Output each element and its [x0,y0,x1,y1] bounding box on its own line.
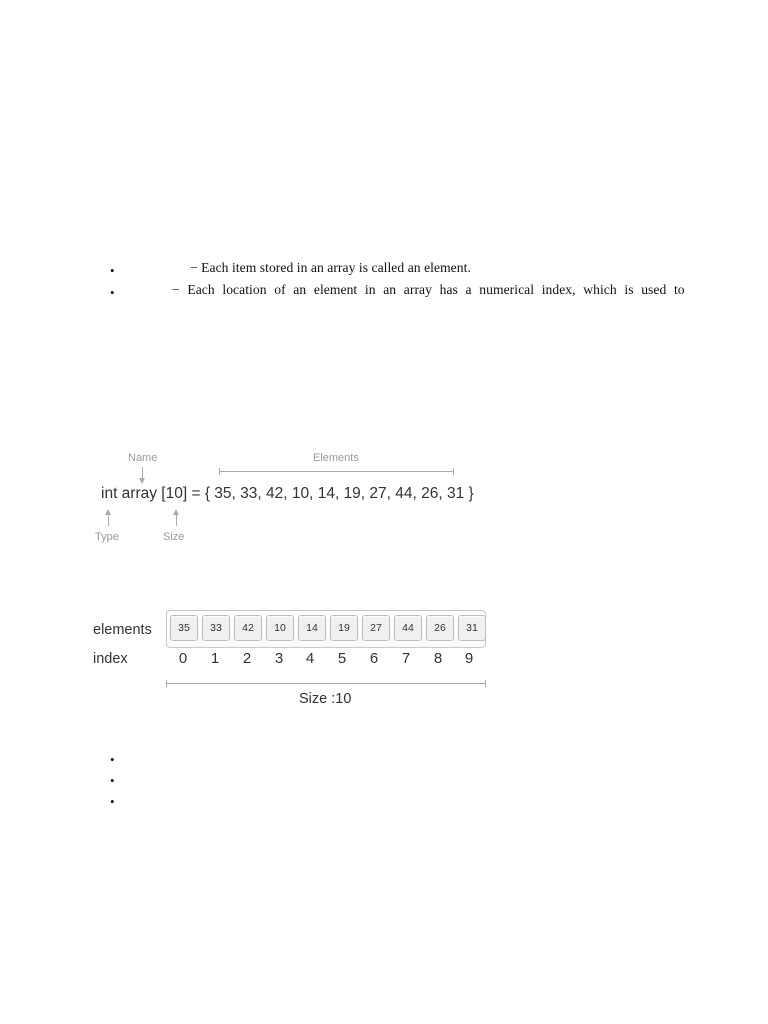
index-value: 6 [369,650,379,667]
array-cell: 44 [394,615,422,641]
index-value: 2 [242,650,252,667]
elements-bracket-line [219,471,454,472]
bullet-marker: • [110,263,115,278]
index-value: 9 [464,650,474,667]
bullet-text-element: − Each item stored in an array is called an element. [190,260,471,275]
array-declaration: int array [10] = { 35, 33, 42, 10, 14, 19, 27, 44, 26, 31 } [101,485,474,502]
index-value: 7 [401,650,411,667]
elements-row-label: elements [93,622,152,638]
index-value: 1 [210,650,220,667]
index-value: 3 [274,650,284,667]
type-label: Type [95,531,119,543]
name-label: Name [128,452,158,464]
bullet-marker: • [110,773,115,788]
array-cell: 42 [234,615,262,641]
elements-label: Elements [313,452,359,464]
array-cell: 26 [426,615,454,641]
array-cell: 10 [266,615,294,641]
size-label: Size [163,531,185,543]
bullet-text-index: − Each location of an element in an array has a numerical index, which is used to [172,282,685,297]
array-frame [166,610,486,648]
index-value: 0 [178,650,188,667]
elements-bracket-right-tick [453,468,454,475]
array-cell: 27 [362,615,390,641]
array-cell: 14 [298,615,326,641]
bullet-marker: • [110,752,115,767]
array-cell: 33 [202,615,230,641]
type-arrow-line [108,514,109,526]
array-cell: 19 [330,615,358,641]
array-cell: 35 [170,615,198,641]
size-bracket-line [166,683,486,684]
index-value: 4 [305,650,315,667]
size-caption: Size :10 [299,691,352,707]
name-arrow-head [139,478,145,484]
index-row-label: index [93,651,128,667]
array-cell: 31 [458,615,486,641]
size-bracket-right-tick [485,680,486,687]
bullet-marker: • [110,794,115,809]
size-arrow-line [176,514,177,526]
bullet-marker: • [110,285,115,300]
index-value: 5 [337,650,347,667]
index-value: 8 [433,650,443,667]
